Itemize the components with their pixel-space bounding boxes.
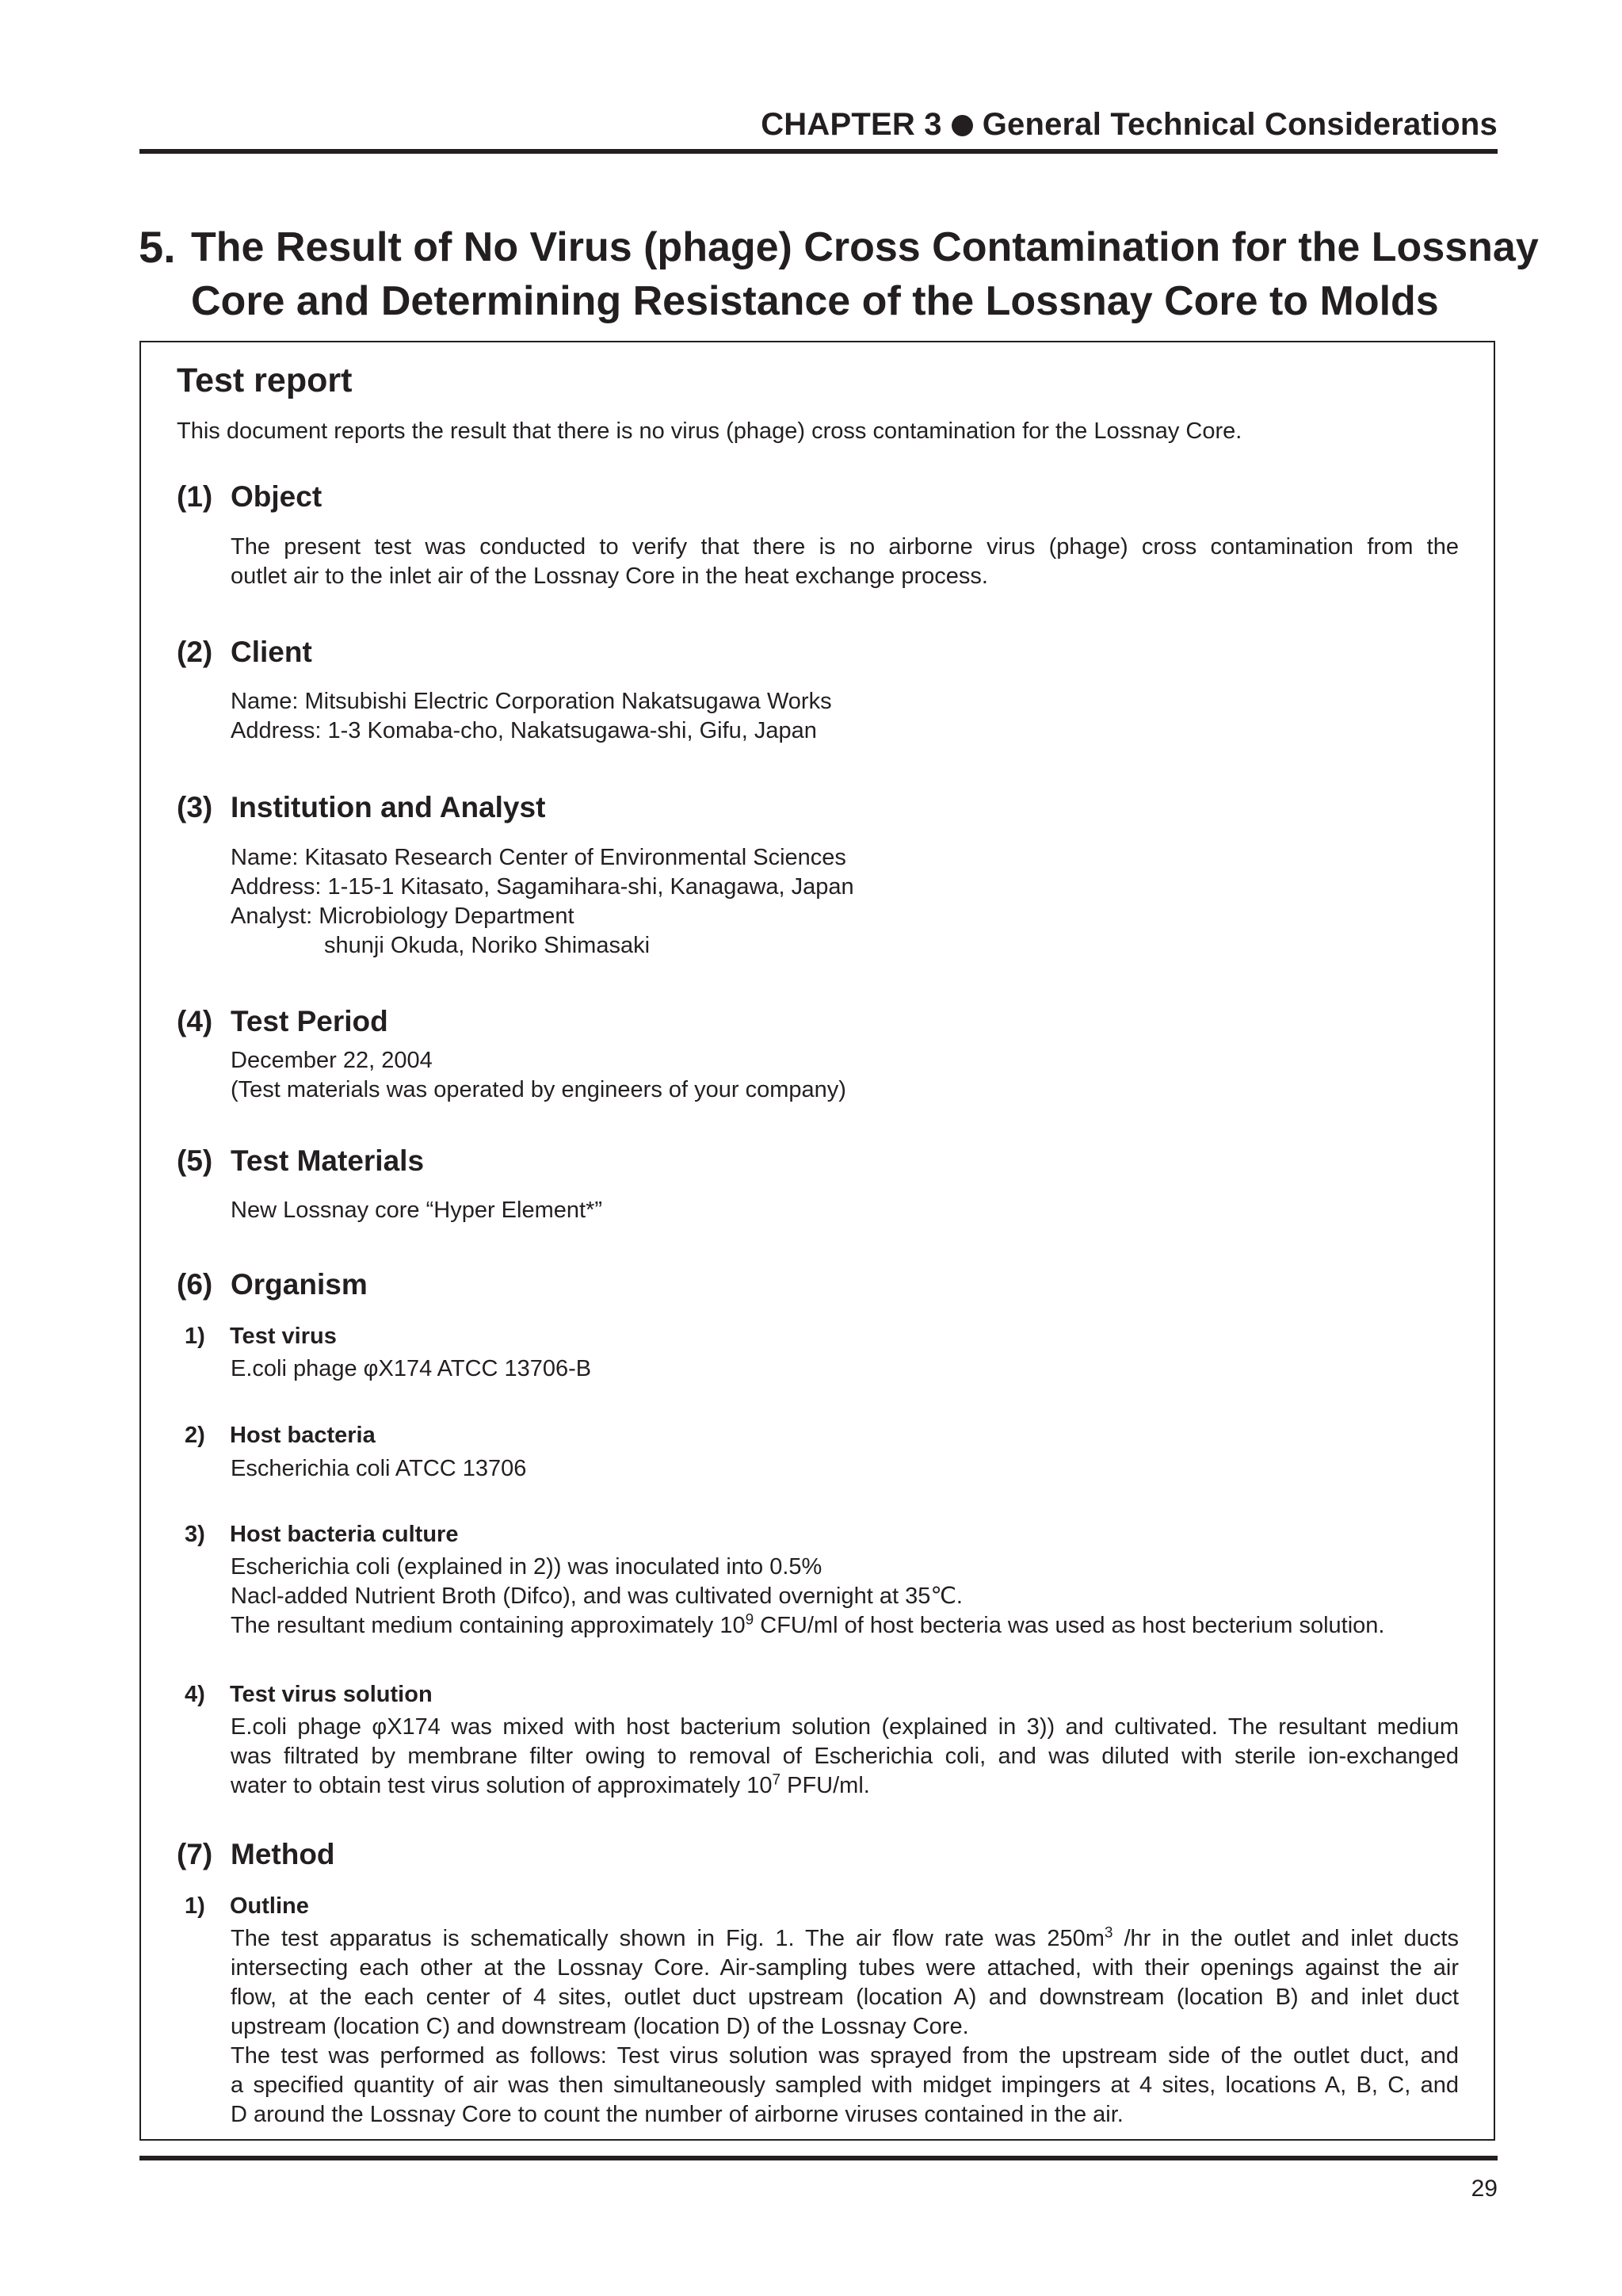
heading-title: Test Materials (231, 1144, 425, 1177)
heading-title: Method (231, 1838, 335, 1870)
subheading-number: 3) (185, 1522, 205, 1547)
report-intro: This document reports the result that there is no virus (phage) cross contamination for the Lossnay Core. (177, 418, 1242, 444)
test-virus-text: E.coli phage φX174 ATCC 13706-B (231, 1356, 592, 1381)
header-rule (139, 149, 1498, 154)
subheading-number: 2) (185, 1423, 205, 1448)
section-number: 5. (139, 222, 176, 272)
bullet-icon (952, 115, 973, 136)
host-bacteria-text: Escherichia coli ATCC 13706 (231, 1456, 527, 1481)
solution-line: was filtrated by membrane filter owing to removal of Escherichia coli, and was diluted with sterile ion-exchanged (231, 1744, 1459, 1769)
heading-title: Institution and Analyst (231, 791, 546, 823)
heading-number: (2) (177, 636, 213, 668)
culture-line: Escherichia coli (explained in 2)) was inoculated into 0.5% (231, 1554, 822, 1580)
heading-number: (5) (177, 1144, 213, 1177)
chapter-label: CHAPTER 3 (761, 107, 942, 142)
institution-analyst: Analyst: Microbiology Department (231, 904, 574, 929)
report-heading: Test report (177, 361, 353, 399)
subheading-title: Outline (230, 1893, 309, 1919)
period-date: December 22, 2004 (231, 1048, 433, 1073)
subheading-number: 1) (185, 1324, 205, 1349)
heading-title: Test Period (231, 1005, 388, 1037)
subheading-title: Host bacteria (230, 1423, 376, 1448)
culture-line: The resultant medium containing approximately $10^9$ CFU/ml of host becteria was used as host becterium solution. (231, 1611, 1385, 1638)
subheading-title: Host bacteria culture (230, 1522, 459, 1547)
object-line: The present test was conducted to verify that there is no airborne virus (phage) cross contamination from the (231, 534, 1459, 560)
footer-rule (139, 2156, 1498, 2160)
heading-title: Client (231, 636, 312, 668)
period-note: (Test materials was operated by engineers of your company) (231, 1077, 846, 1102)
object-line: outlet air to the inlet air of the Lossnay Core in the heat exchange process. (231, 563, 988, 589)
chapter-title: General Technical Considerations (982, 107, 1498, 142)
chapter-header (761, 107, 1498, 143)
materials-text: New Lossnay core “Hyper Element*” (231, 1198, 603, 1223)
client-address: Address: 1-3 Komaba-cho, Nakatsugawa-shi, Gifu, Japan (231, 718, 817, 743)
outline-line: intersecting each other at the Lossnay Core. Air-sampling tubes were attached, with their openings against the air (231, 1955, 1459, 1981)
outline-line: The test apparatus is schematically shown in Fig. 1. The air flow rate was $250m^3$ /hr in the outlet and inlet ducts (231, 1924, 1459, 1951)
institution-address: Address: 1-15-1 Kitasato, Sagamihara-shi, Kanagawa, Japan (231, 874, 854, 900)
heading-title: Object (231, 480, 322, 513)
outline-line: D around the Lossnay Core to count the number of airborne viruses contained in the air. (231, 2102, 1124, 2127)
section-title-line1: The Result of No Virus (phage) Cross Contamination for the Lossnay (191, 224, 1539, 270)
heading-number: (1) (177, 480, 213, 513)
heading-number: (4) (177, 1005, 213, 1037)
heading-title: Organism (231, 1268, 368, 1301)
subheading-number: 1) (185, 1893, 205, 1919)
outline-line: a specified quantity of air was then simultaneously sampled with midget impingers at 4 sites, locations A, B, C, and (231, 2073, 1459, 2098)
institution-analyst-names: shunji Okuda, Noriko Shimasaki (324, 933, 651, 958)
outline-line: upstream (location C) and downstream (location D) of the Lossnay Core. (231, 2014, 969, 2039)
subheading-number: 4) (185, 1682, 205, 1707)
heading-number: (7) (177, 1838, 213, 1870)
institution-name: Name: Kitasato Research Center of Environmental Sciences (231, 845, 846, 870)
outline-line: flow, at the each center of 4 sites, outlet duct upstream (location A) and downstream (location B) and inlet duct (231, 1985, 1459, 2010)
subheading-title: Test virus (230, 1324, 337, 1349)
heading-number: (6) (177, 1268, 213, 1301)
page-number: 29 (1471, 2176, 1498, 2202)
solution-line: E.coli phage φX174 was mixed with host bacterium solution (explained in 3)) and cultivated. The resultant medium (231, 1714, 1459, 1740)
client-name: Name: Mitsubishi Electric Corporation Nakatsugawa Works (231, 689, 832, 714)
culture-line: Nacl-added Nutrient Broth (Difco), and was cultivated overnight at 35℃. (231, 1584, 963, 1609)
subheading-title: Test virus solution (230, 1682, 433, 1707)
outline-line: The test was performed as follows: Test virus solution was sprayed from the upstream side of the outlet duct, and (231, 2043, 1459, 2069)
solution-line: water to obtain test virus solution of approximately $10^7$ PFU/ml. (231, 1771, 870, 1798)
heading-number: (3) (177, 791, 213, 823)
section-title-line2: Core and Determining Resistance of the Lossnay Core to Molds (191, 278, 1439, 324)
report-frame (139, 341, 1495, 2141)
